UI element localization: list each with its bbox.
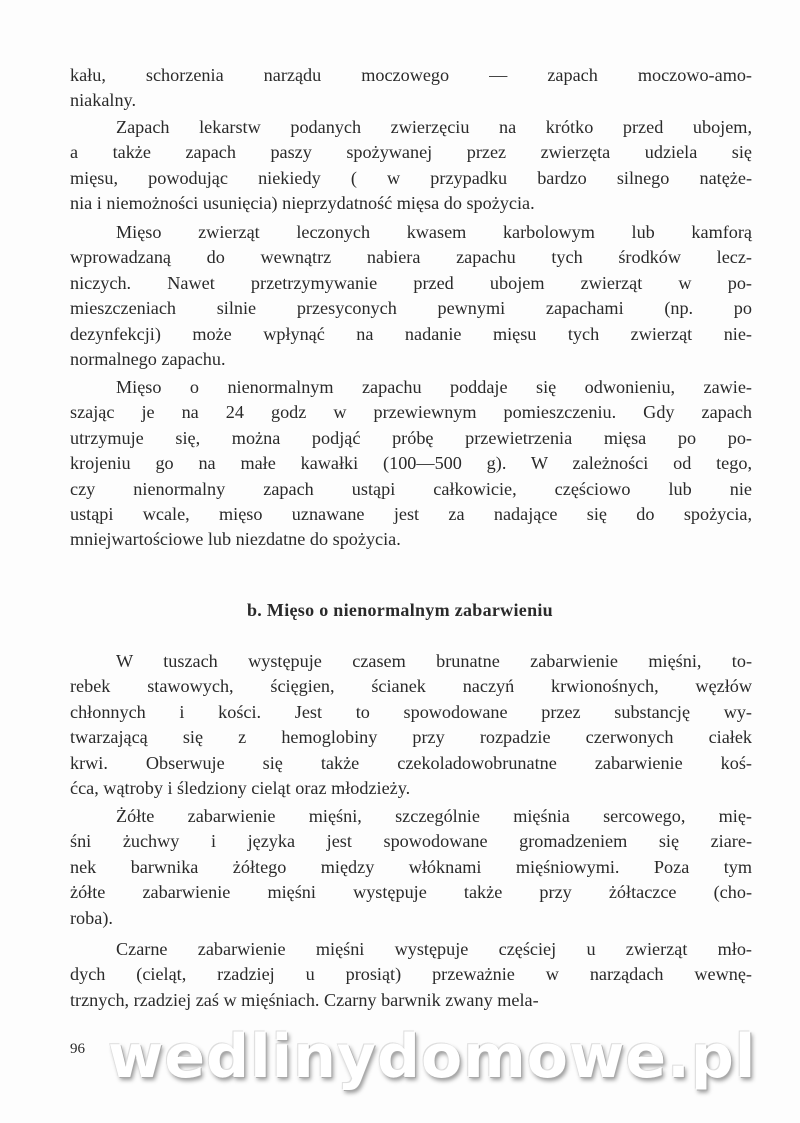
footer-watermark: wedlinydomowe.pl [108, 1022, 757, 1092]
text-line: chłonnych i kości. Jest to spowodowane przez substancję wy- [70, 701, 752, 722]
text-line: dezynfekcji) może wpłynąć na nadanie mięsu tych zwierząt nie- [70, 323, 752, 344]
paragraph-2 [70, 115, 752, 217]
text-line: nek barwnika żółtego między włóknami mięśniowymi. Poza tym [70, 856, 752, 877]
text-line: trznych, rzadziej zaś w mięśniach. Czarny barwnik zwany mela- [70, 989, 539, 1010]
text-line: twarzającą się z hemoglobiny przy rozpadzie czerwonych ciałek [70, 727, 752, 748]
text-line: Żółte zabarwienie mięśni, szczególnie mięśnia sercowego, mię- [116, 806, 752, 826]
paragraph-6 [70, 804, 752, 931]
paragraph-7 [70, 937, 752, 1013]
text-line: czy nienormalny zapach ustąpi całkowicie, częściowo lub nie [70, 478, 752, 499]
text-line: Mięso zwierząt leczonych kwasem karbolowym lub kamforą [116, 222, 752, 242]
text-line: mięsu, powodując niekiedy ( w przypadku bardzo silnego natęże- [70, 167, 752, 188]
section-heading: b. Mięso o nienormalnym zabarwieniu [247, 600, 553, 620]
text-line: krwi. Obserwuje się także czekoladowobrunatne zabarwienie koś- [70, 752, 752, 773]
text-line: dych (cieląt, rzadziej u prosiąt) przeważnie w narządach wewnę- [70, 964, 752, 985]
text-line: szając je na 24 godz w przewiewnym pomieszczeniu. Gdy zapach [70, 402, 752, 423]
text-line: W tuszach występuje czasem brunatne zabarwienie mięśni, to- [116, 651, 752, 671]
text-line: żółte zabarwienie mięśni występuje także przy żółtaczce (cho- [70, 882, 752, 903]
text-line: utrzymuje się, można podjąć próbę przewietrzenia mięsa po po- [70, 427, 752, 448]
text-line: mieszczeniach silnie przesyconych pewnymi zapachami (np. po [70, 298, 752, 319]
text-line: śni żuchwy i języka jest spowodowane gromadzeniem się ziare- [70, 831, 752, 852]
text-line: ustąpi wcale, mięso uznawane jest za nadające się do spożycia, [70, 503, 752, 524]
text-line: rebek stawowych, ścięgien, ścianek naczyń krwionośnych, węzłów [70, 676, 752, 697]
text-line: Mięso o nienormalnym zapachu poddaje się odwonieniu, zawie- [116, 377, 752, 397]
text-line: Zapach lekarstw podanych zwierzęciu na krótko przed ubojem, [116, 117, 752, 137]
paragraph-1 [70, 63, 752, 114]
page-number: 96 [70, 1041, 85, 1057]
text-line: mniejwartościowe lub niezdatne do spożycia. [70, 529, 401, 550]
text-line: kału, schorzenia narządu moczowego — zapach moczowo-amo- [70, 65, 752, 85]
text-line: wprowadzaną do wewnątrz nabiera zapachu tych środków lecz- [70, 247, 752, 268]
paragraph-4 [70, 375, 752, 553]
text-line: niczych. Nawet przetrzymywanie przed ubojem zwierząt w po- [70, 272, 752, 293]
text-line: krojeniu go na małe kawałki (100—500 g). W zależności od tego, [70, 453, 752, 474]
text-line: nia i niemożności usunięcia) nieprzydatność mięsa do spożycia. [70, 193, 535, 214]
text-line: ćca, wątroby i śledziony cieląt oraz młodzieży. [70, 777, 411, 798]
text-line: niakalny. [70, 90, 136, 111]
paragraph-3 [70, 220, 752, 372]
text-line: Czarne zabarwienie mięśni występuje częściej u zwierząt mło- [116, 939, 752, 959]
paragraph-5 [70, 649, 752, 801]
text-line: roba). [70, 907, 113, 928]
text-line: a także zapach paszy spożywanej przez zwierzęta udziela się [70, 142, 752, 163]
text-line: normalnego zapachu. [70, 348, 226, 369]
